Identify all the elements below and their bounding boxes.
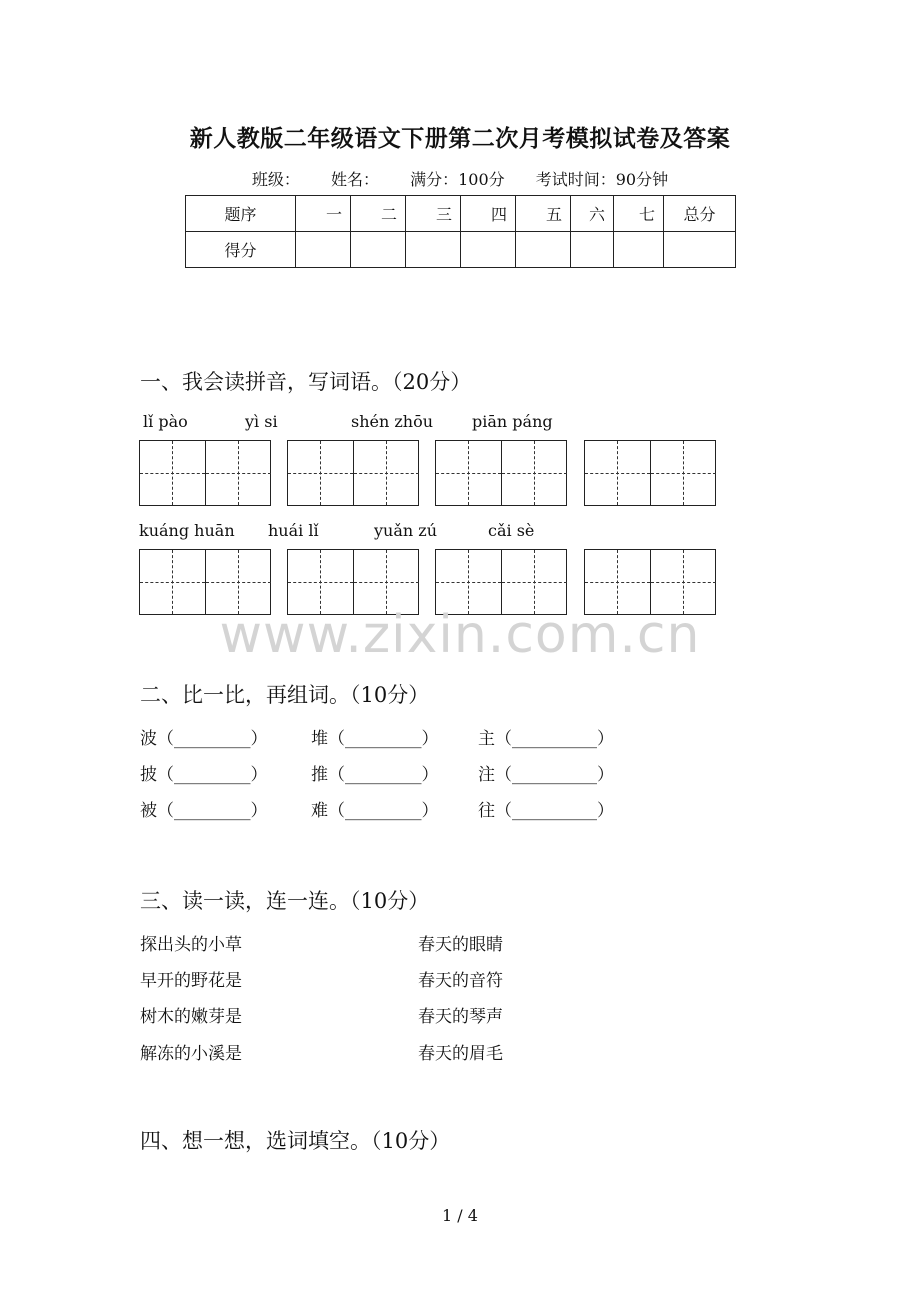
writing-cell[interactable] xyxy=(502,441,567,505)
exam-time-label: 考试时间：90分钟 xyxy=(535,170,669,189)
writing-grid[interactable] xyxy=(584,440,716,506)
score-cell[interactable] xyxy=(351,232,406,268)
score-cell[interactable] xyxy=(406,232,461,268)
pinyin-label: yì si xyxy=(245,412,278,431)
match-right-item[interactable]: 春天的眉毛 xyxy=(418,1044,503,1064)
score-header-cell: 三 xyxy=(406,196,461,232)
score-header-cell: 七 xyxy=(614,196,664,232)
writing-cell[interactable] xyxy=(585,441,651,505)
score-header-cell: 题序 xyxy=(186,196,296,232)
writing-cell[interactable] xyxy=(206,441,271,505)
match-left-item[interactable]: 树木的嫩芽是 xyxy=(140,1007,242,1027)
match-right-item[interactable]: 春天的琴声 xyxy=(418,1007,503,1027)
compare-item[interactable]: 主（__________） xyxy=(478,729,614,749)
score-row-label: 得分 xyxy=(186,232,296,268)
pinyin-label: yuǎn zú xyxy=(374,521,438,540)
section-3-heading: 三、读一读，连一连。（10分） xyxy=(140,889,430,913)
score-table-header-row xyxy=(186,196,736,232)
score-table-score-row xyxy=(186,232,736,268)
section-2-heading: 二、比一比，再组词。（10分） xyxy=(140,683,430,707)
score-cell[interactable] xyxy=(571,232,614,268)
pinyin-label: huái lǐ xyxy=(268,521,319,540)
match-right-item[interactable]: 春天的眼睛 xyxy=(418,935,503,955)
score-cell[interactable] xyxy=(516,232,571,268)
pinyin-label: lǐ pào xyxy=(143,412,188,431)
watermark: www.zixin.com.cn xyxy=(219,605,701,665)
class-label: 班级： xyxy=(251,170,300,189)
compare-item[interactable]: 推（_________） xyxy=(311,765,439,785)
compare-item[interactable]: 注（__________） xyxy=(478,765,614,785)
match-left-item[interactable]: 早开的野花是 xyxy=(140,971,242,991)
score-header-cell: 五 xyxy=(516,196,571,232)
writing-cell[interactable] xyxy=(140,441,206,505)
score-header-cell: 四 xyxy=(461,196,516,232)
pinyin-label: cǎi sè xyxy=(488,521,535,540)
writing-grid[interactable] xyxy=(139,440,271,506)
compare-item[interactable]: 难（_________） xyxy=(311,801,439,821)
exam-info xyxy=(0,167,920,190)
pinyin-label: piān páng xyxy=(472,412,553,431)
score-header-cell: 一 xyxy=(296,196,351,232)
section-1-heading: 一、我会读拼音，写词语。（20分） xyxy=(140,370,472,394)
writing-cell[interactable] xyxy=(288,441,354,505)
writing-grid[interactable] xyxy=(435,440,567,506)
score-header-cell: 二 xyxy=(351,196,406,232)
name-label: 姓名： xyxy=(330,170,379,189)
score-cell[interactable] xyxy=(296,232,351,268)
pinyin-label: shén zhōu xyxy=(351,412,434,431)
writing-grid[interactable] xyxy=(287,440,419,506)
match-left-item[interactable]: 解冻的小溪是 xyxy=(140,1044,242,1064)
score-header-cell: 六 xyxy=(571,196,614,232)
match-right-item[interactable]: 春天的音符 xyxy=(418,971,503,991)
score-cell[interactable] xyxy=(614,232,664,268)
section-4-heading: 四、想一想，选词填空。（10分） xyxy=(140,1129,451,1153)
writing-cell[interactable] xyxy=(354,441,419,505)
match-left-item[interactable]: 探出头的小草 xyxy=(140,935,242,955)
pinyin-label: kuáng huān xyxy=(139,521,235,540)
full-score-label: 满分：100分 xyxy=(410,170,505,189)
writing-cell[interactable] xyxy=(651,441,716,505)
compare-item[interactable]: 往（__________） xyxy=(478,801,614,821)
score-cell[interactable] xyxy=(461,232,516,268)
page-title: 新人教版二年级语文下册第二次月考模拟试卷及答案 xyxy=(189,125,731,152)
compare-item[interactable]: 堆（_________） xyxy=(311,729,439,749)
score-header-cell: 总分 xyxy=(664,196,736,232)
compare-item[interactable]: 被（_________） xyxy=(140,801,268,821)
page-number: 1 / 4 xyxy=(442,1206,478,1225)
score-cell[interactable] xyxy=(664,232,736,268)
score-table xyxy=(185,195,736,268)
writing-cell[interactable] xyxy=(436,441,502,505)
compare-item[interactable]: 波（_________） xyxy=(140,729,268,749)
compare-item[interactable]: 披（_________） xyxy=(140,765,268,785)
